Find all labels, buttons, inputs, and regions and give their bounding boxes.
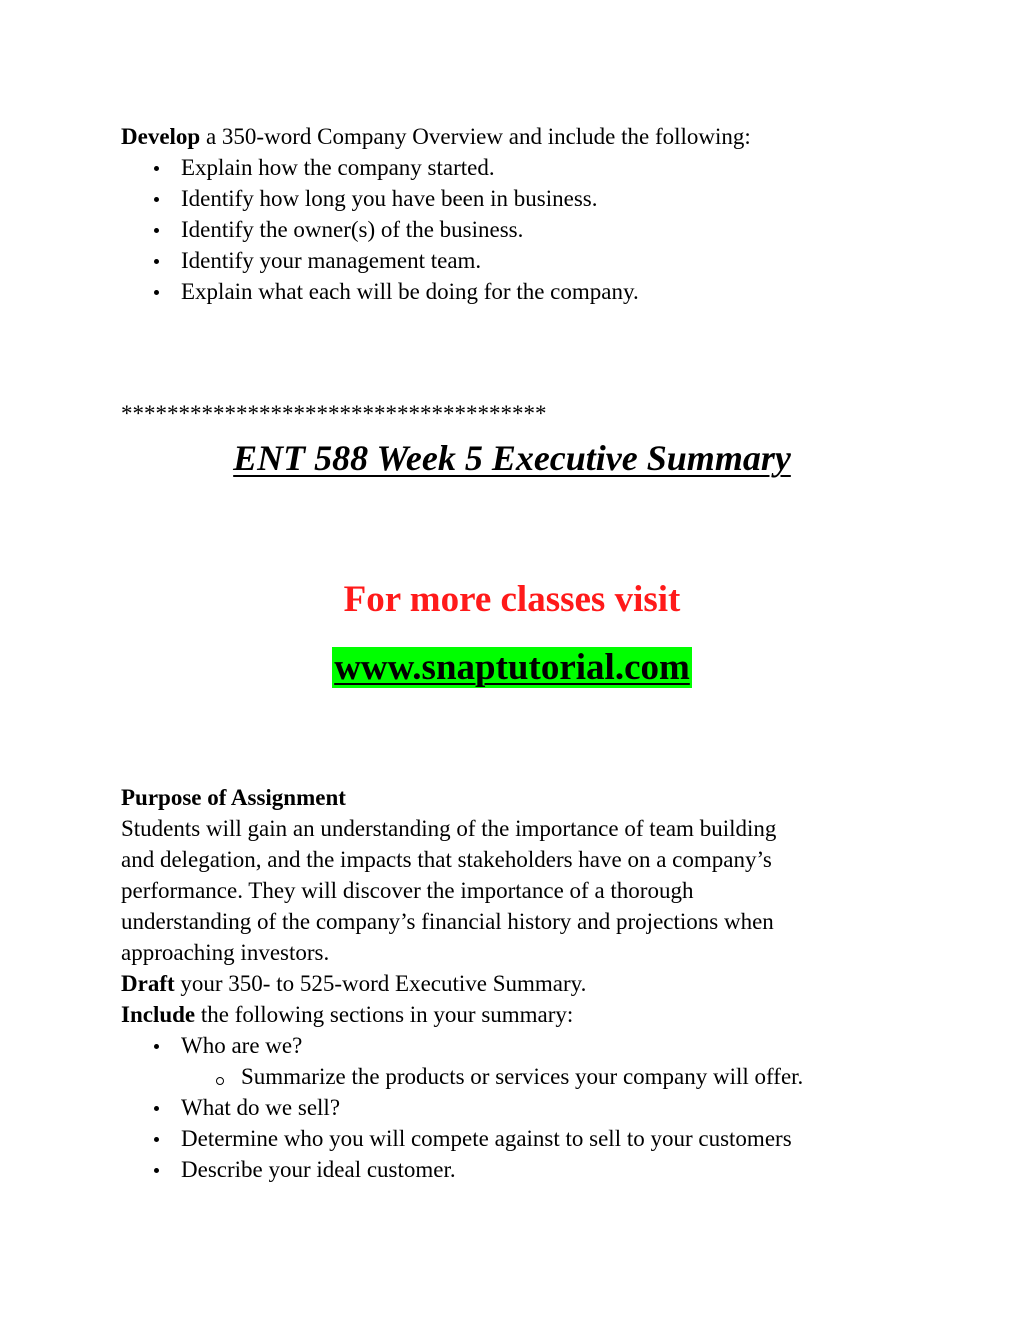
summary-bullet-list-rest bbox=[121, 1092, 921, 1185]
overview-section bbox=[121, 121, 921, 307]
overview-bullet-list bbox=[121, 152, 921, 307]
list-item: What do we sell? bbox=[121, 1092, 921, 1123]
draft-bold: Draft bbox=[121, 971, 175, 996]
list-item: Identify your management team. bbox=[121, 245, 921, 276]
overview-lead-rest: a 350-word Company Overview and include the following: bbox=[200, 124, 751, 149]
promo-text: For more classes visit bbox=[343, 579, 681, 620]
list-item: Identify the owner(s) of the business. bbox=[121, 214, 921, 245]
list-item: Describe your ideal customer. bbox=[121, 1154, 921, 1185]
page-title bbox=[0, 434, 1024, 482]
promo-site[interactable] bbox=[0, 644, 1024, 692]
purpose-line: understanding of the company’s financial history and projections when bbox=[121, 909, 774, 934]
draft-rest: your 350- to 525-word Executive Summary. bbox=[174, 971, 587, 996]
summary-bullet-list bbox=[121, 1030, 921, 1061]
overview-lead-bold: Develop bbox=[121, 124, 201, 149]
purpose-line: Students will gain an understanding of the importance of team building bbox=[121, 816, 777, 841]
separator: ************************************* bbox=[121, 401, 547, 426]
summary-sub-bullet-list bbox=[121, 1061, 921, 1092]
purpose-heading: Purpose of Assignment bbox=[121, 785, 346, 810]
purpose-section bbox=[121, 782, 921, 1185]
list-item: Identify how long you have been in business. bbox=[121, 183, 921, 214]
purpose-line: approaching investors. bbox=[121, 940, 330, 965]
include-bold: Include bbox=[121, 1002, 196, 1027]
list-item: Determine who you will compete against to sell to your customers bbox=[121, 1123, 921, 1154]
list-item: Explain how the company started. bbox=[121, 152, 921, 183]
page-title-text: ENT 588 Week 5 Executive Summary bbox=[233, 438, 791, 478]
purpose-line: performance. They will discover the importance of a thorough bbox=[121, 878, 694, 903]
draft-line bbox=[121, 968, 921, 999]
overview-intro bbox=[121, 121, 921, 152]
list-item: Who are we? bbox=[121, 1030, 921, 1061]
list-item: Explain what each will be doing for the company. bbox=[121, 276, 921, 307]
include-rest: the following sections in your summary: bbox=[195, 1002, 574, 1027]
list-item: Summarize the products or services your company will offer. bbox=[121, 1061, 921, 1092]
promo-site-link[interactable]: www.snaptutorial.com bbox=[334, 647, 690, 688]
include-line bbox=[121, 999, 921, 1030]
purpose-line: and delegation, and the impacts that stakeholders have on a company’s bbox=[121, 847, 772, 872]
